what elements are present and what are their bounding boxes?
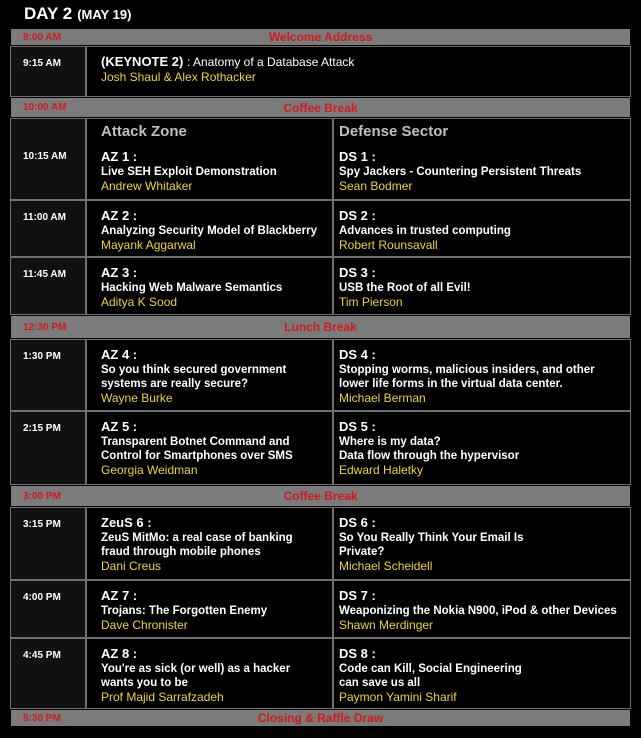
session-time: 4:45 PM	[23, 650, 61, 661]
time-cell	[10, 200, 86, 257]
session-title-line-1: Stopping worms, malicious insiders, and other	[339, 364, 595, 376]
session-title-line-2: Private?	[339, 546, 385, 558]
session-speaker: Georgia Weidman	[101, 463, 198, 477]
session-time: 10:15 AM	[23, 151, 67, 162]
keynote-code: (KEYNOTE 2)	[101, 54, 184, 69]
session-speaker: Wayne Burke	[101, 391, 173, 405]
session-title-line-2: Control for Smartphones over SMS	[101, 450, 293, 462]
session-time: 11:00 AM	[23, 212, 66, 223]
defense-sector-heading: Defense Sector	[339, 123, 449, 140]
session-speaker: Paymon Yamini Sharif	[339, 690, 457, 704]
break-row-coffee-2	[10, 485, 631, 507]
session-title: Hacking Web Malware Semantics	[101, 282, 283, 294]
session-title: USB the Root of all Evil!	[339, 282, 471, 294]
time-cell	[10, 118, 86, 200]
session-code: AZ 2 :	[101, 208, 138, 223]
ds-cell	[333, 339, 631, 411]
session-row-4	[10, 339, 631, 411]
session-row-8	[10, 638, 631, 709]
session-row-2	[10, 200, 631, 257]
session-speaker: Robert Rounsavall	[339, 238, 438, 252]
session-row-6	[10, 507, 631, 580]
session-title-line-1: You're as sick (or well) as a hacker	[101, 663, 291, 675]
keynote-row	[10, 46, 631, 97]
session-title: Weaponizing the Nokia N900, iPod & other Devices	[339, 605, 617, 617]
session-title-line-1: Transparent Botnet Command and	[101, 436, 290, 448]
session-time: 1:30 PM	[23, 351, 61, 362]
session-speaker: Andrew Whitaker	[101, 179, 193, 193]
session-title-line-2: can save us all	[339, 677, 421, 689]
session-title-line-2: Data flow through the hypervisor	[339, 450, 520, 462]
session-time: 4:00 PM	[23, 592, 61, 603]
session-code: DS 6 :	[339, 515, 376, 530]
break-label: Closing & Raffle Draw	[257, 711, 384, 725]
session-title-line-1: Where is my data?	[339, 436, 441, 448]
az-cell	[86, 118, 333, 200]
day-date: (MAY 19)	[77, 7, 132, 22]
keynote-cell	[86, 46, 631, 97]
session-title: Advances in trusted computing	[339, 225, 511, 237]
ds-cell	[333, 638, 631, 709]
session-speaker: Dave Chronister	[101, 618, 188, 632]
session-time: 3:15 PM	[23, 519, 61, 530]
session-title-line-1: ZeuS MitMo: a real case of banking	[101, 532, 293, 544]
session-title-line-2: fraud through mobile phones	[101, 546, 261, 558]
session-title-line-1: Code can Kill, Social Engineering	[339, 663, 522, 675]
session-code: DS 3 :	[339, 265, 376, 280]
keynote-title: : Anatomy of a Database Attack	[186, 55, 355, 69]
break-time: 12:30 PM	[23, 321, 67, 333]
keynote-speaker: Josh Shaul & Alex Rothacker	[101, 70, 256, 84]
session-title: Live SEH Exploit Demonstration	[101, 166, 277, 178]
break-time: 5:30 PM	[23, 712, 61, 724]
ds-cell	[333, 118, 631, 200]
session-code: AZ 1 :	[101, 149, 138, 164]
session-speaker: Prof Majid Sarrafzadeh	[101, 690, 224, 704]
session-speaker: Sean Bodmer	[339, 179, 413, 193]
break-row-coffee-1	[10, 97, 631, 118]
session-code: DS 4 :	[339, 347, 376, 362]
ds-cell	[333, 257, 631, 315]
schedule-table	[10, 28, 631, 727]
session-speaker: Aditya K Sood	[101, 295, 178, 309]
break-time: 9:00 AM	[23, 31, 61, 43]
session-speaker: Michael Berman	[339, 391, 426, 405]
session-time: 2:15 PM	[23, 423, 61, 434]
break-row-lunch	[10, 315, 631, 339]
session-time: 9:15 AM	[23, 58, 61, 69]
break-label: Coffee Break	[283, 489, 358, 503]
ds-cell	[333, 411, 631, 485]
az-cell	[86, 339, 333, 411]
session-title: Trojans: The Forgotten Enemy	[101, 605, 268, 617]
break-row-welcome	[10, 28, 631, 46]
ds-cell	[333, 200, 631, 257]
session-title-line-1: So You Really Think Your Email Is	[339, 532, 524, 544]
session-title-line-2: wants you to be	[101, 677, 188, 689]
break-label: Coffee Break	[283, 100, 358, 115]
time-cell	[10, 507, 86, 580]
az-cell	[86, 411, 333, 485]
day-title: DAY 2	[24, 4, 73, 23]
session-title-line-2: systems are really secure?	[101, 378, 249, 390]
az-cell	[86, 200, 333, 257]
time-cell	[10, 257, 86, 315]
day-header	[24, 4, 131, 25]
break-time: 3:00 PM	[23, 490, 61, 502]
session-row-3	[10, 257, 631, 315]
break-row-closing	[10, 709, 631, 727]
session-speaker: Dani Creus	[101, 559, 162, 573]
session-code: DS 1 :	[339, 149, 376, 164]
session-row-1	[10, 118, 631, 200]
session-title-line-1: So you think secured government	[101, 364, 287, 376]
az-cell	[86, 257, 333, 315]
time-cell	[10, 580, 86, 638]
session-row-5	[10, 411, 631, 485]
session-code: AZ 8 :	[101, 646, 138, 661]
session-code: DS 2 :	[339, 208, 376, 223]
time-cell	[10, 411, 86, 485]
session-title: Spy Jackers - Countering Persistent Threats	[339, 166, 582, 178]
session-code: AZ 5 :	[101, 419, 138, 434]
time-cell	[10, 339, 86, 411]
az-cell	[86, 580, 333, 638]
session-code: DS 7 :	[339, 588, 376, 603]
session-code: ZeuS 6 :	[101, 515, 152, 530]
ds-cell	[333, 507, 631, 580]
session-code: AZ 3 :	[101, 265, 138, 280]
session-title-line-2: lower life forms in the virtual data center.	[339, 378, 563, 390]
break-label: Lunch Break	[284, 320, 357, 334]
time-cell	[10, 46, 86, 97]
session-row-7	[10, 580, 631, 638]
session-code: DS 8 :	[339, 646, 376, 661]
session-code: AZ 7 :	[101, 588, 138, 603]
keynote-line	[101, 54, 628, 70]
session-speaker: Shawn Merdinger	[339, 618, 434, 632]
time-cell	[10, 638, 86, 709]
break-label: Welcome Address	[268, 30, 373, 44]
break-time: 10:00 AM	[23, 102, 67, 113]
ds-cell	[333, 580, 631, 638]
az-cell	[86, 507, 333, 580]
session-code: DS 5 :	[339, 419, 376, 434]
session-speaker: Tim Pierson	[339, 295, 403, 309]
session-title: Analyzing Security Model of Blackberry	[101, 225, 318, 237]
attack-zone-heading: Attack Zone	[101, 123, 187, 140]
session-speaker: Edward Haletky	[339, 463, 424, 477]
az-cell	[86, 638, 333, 709]
session-code: AZ 4 :	[101, 347, 138, 362]
session-speaker: Michael Scheidell	[339, 559, 433, 573]
session-time: 11:45 AM	[23, 269, 66, 280]
session-speaker: Mayank Aggarwal	[101, 238, 196, 252]
